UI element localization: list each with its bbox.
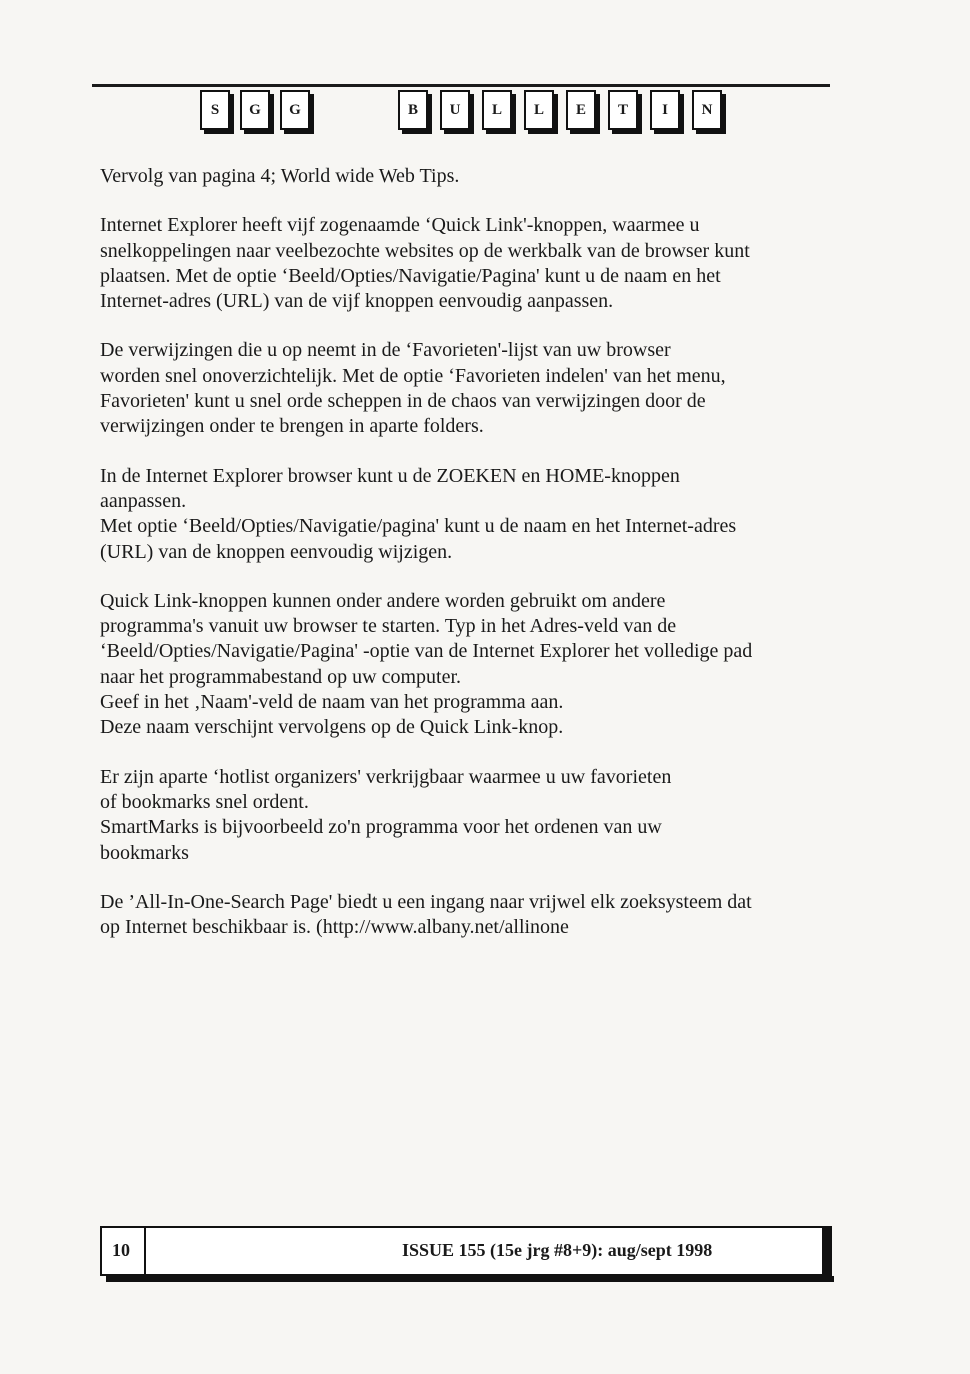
text-line: In de Internet Explorer browser kunt u de ZOEKEN en HOME-knoppen xyxy=(100,464,680,487)
masthead-rule xyxy=(92,84,830,87)
text-line: Er zijn aparte ‘hotlist organizers' verkrijgbaar waarmee u uw favorieten xyxy=(100,765,672,788)
masthead-letter: T xyxy=(608,90,638,130)
text-line: naar het programmabestand op uw computer. xyxy=(100,665,461,688)
text-line: De verwijzingen die u op neemt in de ‘Favorieten'-lijst van uw browser xyxy=(100,339,671,362)
text-line: bookmarks xyxy=(100,841,189,864)
masthead-letter: B xyxy=(398,90,428,130)
article-paragraph xyxy=(100,464,840,565)
text-line: verwijzingen onder te brengen in aparte folders. xyxy=(100,415,484,438)
masthead-letter: N xyxy=(692,90,722,130)
article-paragraph xyxy=(100,589,840,741)
text-line: Internet-adres (URL) van de vijf knoppen eenvoudig aanpassen. xyxy=(100,290,614,313)
footer-shadow-bottom xyxy=(106,1276,834,1282)
text-line: De ’All-In-One-Search Page' biedt u een ingang naar vrijwel elk zoeksysteem dat xyxy=(100,890,752,913)
text-line: of bookmarks snel ordent. xyxy=(100,790,309,813)
text-line: Deze naam verschijnt vervolgens op de Quick Link-knop. xyxy=(100,716,564,739)
text-line: Quick Link-knoppen kunnen onder andere worden gebruikt om andere xyxy=(100,589,666,612)
text-line: snelkoppelingen naar veelbezochte websites op de werkbalk van de browser kunt xyxy=(100,239,750,262)
article-paragraph xyxy=(100,164,840,189)
text-line: Geef in het ‚Naam'-veld de naam van het programma aan. xyxy=(100,691,564,714)
footer-divider xyxy=(144,1228,146,1274)
footer-shadow xyxy=(822,1226,832,1278)
text-line: op Internet beschikbaar is. (http://www.albany.net/allinone xyxy=(100,916,569,939)
masthead-letter: I xyxy=(650,90,680,130)
text-line: (URL) van de knoppen eenvoudig wijzigen. xyxy=(100,540,453,563)
article-paragraph xyxy=(100,890,840,941)
article-body xyxy=(100,164,840,964)
masthead-letter: S xyxy=(200,90,230,130)
page-footer xyxy=(100,1226,822,1276)
masthead-letter: E xyxy=(566,90,596,130)
text-line: Met optie ‘Beeld/Opties/Navigatie/pagina' kunt u de naam en het Internet-adres xyxy=(100,515,737,538)
text-line: plaatsen. Met de optie ‘Beeld/Opties/Navigatie/Pagina' kunt u de naam en het xyxy=(100,264,721,287)
article-paragraph xyxy=(100,765,840,866)
text-line: Favorieten' kunt u snel orde scheppen in de chaos van verwijzingen door de xyxy=(100,390,706,413)
masthead xyxy=(0,90,970,140)
text-line: programma's vanuit uw browser te starten. Typ in het Adres-veld van de xyxy=(100,615,677,638)
masthead-letter: G xyxy=(280,90,310,130)
text-line: aanpassen. xyxy=(100,489,187,512)
article-paragraph xyxy=(100,338,840,439)
text-line: Vervolg van pagina 4; World wide Web Tips. xyxy=(100,165,460,187)
text-line: ‘Beeld/Opties/Navigatie/Pagina' -optie van de Internet Explorer het volledige pad xyxy=(100,640,753,663)
page-number: 10 xyxy=(112,1240,130,1260)
text-line: worden snel onoverzichtelijk. Met de optie ‘Favorieten indelen' van het menu, xyxy=(100,364,726,387)
text-line: Internet Explorer heeft vijf zogenaamde ‘Quick Link'-knoppen, waarmee u xyxy=(100,214,700,237)
masthead-letter: L xyxy=(482,90,512,130)
masthead-letter: G xyxy=(240,90,270,130)
article-paragraph xyxy=(100,213,840,314)
masthead-letter: U xyxy=(440,90,470,130)
masthead-letter: L xyxy=(524,90,554,130)
text-line: SmartMarks is bijvoorbeeld zo'n programma voor het ordenen van uw xyxy=(100,816,662,839)
issue-label: ISSUE 155 (15e jrg #8+9): aug/sept 1998 xyxy=(402,1240,713,1260)
